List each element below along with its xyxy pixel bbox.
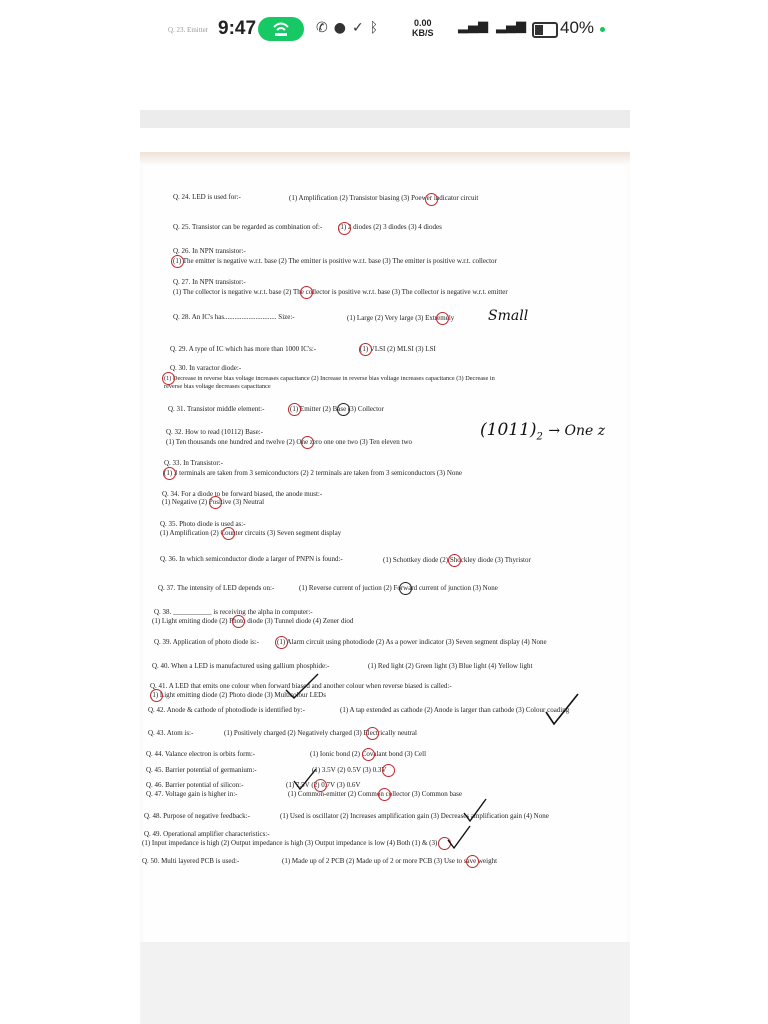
question-number: Q. 36. [160,555,178,563]
question-26 [173,247,246,256]
answer-mark [275,636,288,649]
binary-note: → One z [548,423,606,439]
options-39: (1) Alarm circuit using photodiode (2) As a power indicator (3) Seven segment display (4) None [277,638,547,646]
question-47 [146,790,238,799]
options-48: (1) Used is oscillator (2) Increases amplification gain (3) Decreases amplification gain (4) None [280,812,549,820]
question-text: Barrier potential of silicon:- [165,781,244,789]
question-46 [146,781,243,790]
question-number: Q. 26. [173,247,191,255]
question-number: Q. 32. [166,428,184,436]
page-gap [140,128,630,152]
options-29: (1) VLSI (2) MLSI (3) LSI [360,345,436,353]
answer-mark [399,582,412,595]
answer-mark [300,286,313,299]
question-number: Q. 25. [173,223,191,231]
question-text: Barrier potential of germanium:- [165,766,257,774]
options-31: (1) Emitter (2) Base (3) Collector [290,405,384,413]
question-text: An IC's has.............................. Size:- [191,313,295,321]
question-number: Q. 42. [148,706,166,714]
options-27: (1) The collector is negative w.r.t. base (2) The collector is positive w.r.t. base (3) The collector is negative w.r.t. emitter [173,288,508,296]
options-44: (1) Ionic bond (2) Covalant bond (3) Cell [310,750,427,758]
question-number: Q. 35. [160,520,178,528]
question-50 [142,857,239,866]
options-30: (1) Decrease in reverse bias voltage increases capacitance (2) Increase in reverse bias voltage increases capacitance (3) Decrease in [164,375,495,382]
answer-mark [301,436,314,449]
options-41: (1) Light emitting diode (2) Photo diode (3) Multicolour LEDs [150,691,326,699]
question-text: A LED that emits one colour when forward biased and another colour when reverse biased is called:- [168,682,452,690]
question-39 [154,638,259,647]
question-text: Transistor middle element:- [186,405,265,413]
question-text: In Transistor:- [183,459,223,467]
question-text: A type of IC which has more than 1000 IC's:- [188,345,317,353]
question-text: The intensity of LED depends on:- [176,584,275,592]
question-number: Q. 41. [150,682,168,690]
previous-page-bottom [140,58,630,110]
options-24: (1) Amplification (2) Transistor biasing (3) Poewer indicator circuit [289,194,479,202]
question-43 [148,729,193,738]
question-text: When a LED is manufactured using gallium phosphide:- [170,662,330,670]
question-text: How to read (10112) Base:- [185,428,263,436]
question-text: Atom is:- [166,729,194,737]
question-text: Voltage gain is higher in:- [164,790,238,798]
question-49 [144,830,270,839]
question-27 [173,278,246,287]
phone-icon: ✆ [316,20,328,36]
question-number: Q. 34. [162,490,180,498]
wifi-signal-icon: ▂▄▆ [458,19,488,34]
network-speed [412,18,434,38]
question-25 [173,223,322,232]
question-number: Q. 40. [152,662,170,670]
tick-mark [542,692,582,728]
hotspot-icon [271,20,291,38]
question-number: Q. 46. [146,781,164,789]
binary-base: 2 [536,431,543,443]
options-40: (1) Red light (2) Green light (3) Blue light (4) Yellow light [368,662,533,670]
notification-icons [316,20,378,36]
answer-mark [232,615,245,628]
question-text: ___________ is receiving the alpha in computer:- [173,608,313,616]
question-text: In which semiconductor diode a larger of PNPN is found:- [179,555,343,563]
question-text: Application of photo diode is:- [172,638,260,646]
check-icon: ✓ [351,20,364,36]
question-42 [148,706,305,715]
answer-mark [466,855,479,868]
question-number: Q. 47. [146,790,164,798]
question-text: Transistor can be regarded as combination of:- [191,223,323,231]
options-33: (1) 3 terminals are taken from 3 semiconductors (2) 2 terminals are taken from 3 semiconductors (3) None [164,469,462,477]
question-number: Q. 28. [173,313,191,321]
message-icon: ● [333,20,346,36]
question-28 [173,313,295,322]
question-number: Q. 29. [170,345,188,353]
battery-percent: 40% [560,18,595,37]
tick-mark [460,797,490,825]
question-number: Q. 45. [146,766,164,774]
document-page [140,152,630,942]
network-speed-value: 0.00 [413,18,432,28]
answer-mark [338,222,351,235]
question-number: Q. 37. [158,584,176,592]
question-32 [166,428,263,437]
question-24 [173,193,241,202]
question-31 [168,405,264,414]
page-separator [140,110,630,128]
handwritten-binary [480,420,605,442]
options-47: (1) Common-emitter (2) Common collector (3) Common base [288,790,462,798]
handwritten-answer: Small [488,308,529,324]
options-28: (1) Large (2) Very large (3) Extremely [347,314,455,322]
question-30 [170,364,241,373]
options-26: (1) The emitter is negative w.r.t. base (2) The emitter is positive w.r.t. base (3) The emitter is positive w.r.t. collector [173,257,497,265]
options-35: (1) Amplification (2) Counter circuits (3) Seven segment display [160,529,342,537]
clock: 9:47 [218,18,257,39]
question-text: Photo diode is used as:- [179,520,246,528]
question-text: In varactor diode:- [189,364,242,372]
answer-mark [378,788,391,801]
question-number: Q. 44. [146,750,164,758]
answer-mark [425,193,438,206]
question-text: Anode & cathode of photodiode is identified by:- [166,706,305,714]
answer-mark [448,554,461,567]
battery-icon [532,22,558,38]
next-page-gap [140,942,630,1024]
answer-mark [288,403,301,416]
question-text: In NPN transistor:- [192,247,246,255]
question-number: Q. 31. [168,405,186,413]
answer-mark [171,255,184,268]
tick-mark [444,824,474,852]
question-text: For a diode to be forward biased, the anode must:- [181,490,323,498]
options-30-cont: reverse bias voltage decreases capacitance [164,383,271,390]
question-number: Q. 38. [154,608,172,616]
options-36: (1) Schottkey diode (2) Shockley diode (3) Thyristor [383,556,531,564]
ghost-text: Q. 23. Emitter [168,26,209,34]
question-48 [144,812,250,821]
tick-mark [290,767,320,793]
options-34: (1) Negative (2) Positive (3) Neutral [162,498,265,506]
answer-mark [162,372,175,385]
tick-mark [282,672,322,702]
answer-mark [222,527,235,540]
question-number: Q. 27. [173,278,191,286]
privacy-indicator-dot [600,27,605,32]
options-49: (1) Input impedance is high (2) Output impedance is high (3) Output impedance is low (4) Both (1) & (3) [142,839,438,847]
question-number: Q. 48. [144,812,162,820]
answer-mark [366,727,379,740]
question-number: Q. 49. [144,830,162,838]
question-37 [158,584,274,593]
answer-mark [436,312,449,325]
answer-mark [359,343,372,356]
options-38: (1) Light emiting diode (2) Photo diode (3) Tunnel diode (4) Zener diod [152,617,354,625]
network-speed-unit: KB/S [412,28,434,38]
options-45: (1) 3.5V (2) 0.5V (3) 0.3V [312,766,387,774]
question-number: Q. 30. [170,364,188,372]
options-42: (1) A tap extended as cathode (2) Anode is larger than cathode (3) Colour coading [340,706,570,714]
status-bar [0,0,768,58]
question-44 [146,750,255,759]
answer-mark [163,467,176,480]
question-number: Q. 50. [142,857,160,865]
question-36 [160,555,343,564]
answer-mark [150,689,163,702]
question-number: Q. 43. [148,729,166,737]
question-text: Valance electron is orbits form:- [164,750,256,758]
question-text: In NPN transistor:- [192,278,246,286]
answer-mark [337,403,350,416]
question-number: Q. 39. [154,638,172,646]
question-text: LED is used for:- [192,193,241,201]
question-text: Purpose of negative feedback:- [163,812,250,820]
question-29 [170,345,316,354]
options-25: (1) 2 diodes (2) 3 diodes (3) 4 diodes [338,223,442,231]
options-50: (1) Made up of 2 PCB (2) Made up of 2 or more PCB (3) Use to save weight [282,857,498,865]
binary-value: (1011) [480,420,537,440]
options-37: (1) Reverse current of juction (2) Forward current of junction (3) None [299,584,498,592]
cell-signal-icon: ▂▄▆ [496,19,526,34]
active-call-pill[interactable] [258,17,304,41]
answer-mark [209,496,222,509]
question-33 [164,459,223,468]
question-text: Multi layered PCB is used:- [161,857,240,865]
question-text: Operational amplifier characteristics:- [163,830,270,838]
bluetooth-icon: ᛒ [369,20,379,36]
answer-mark [382,764,395,777]
answer-mark [362,748,375,761]
question-45 [146,766,257,775]
options-43: (1) Positively charged (2) Negatively charged (3) Electrically neutral [224,729,417,737]
options-46: (1) 7.5V (2) 0.7V (3) 0.6V [286,781,361,789]
question-number: Q. 33. [164,459,182,467]
question-40 [152,662,329,671]
options-32: (1) Ten thousands one hundred and twelve (2) One zero one one two (3) Ten eleven two [166,438,413,446]
question-number: Q. 24. [173,193,191,201]
